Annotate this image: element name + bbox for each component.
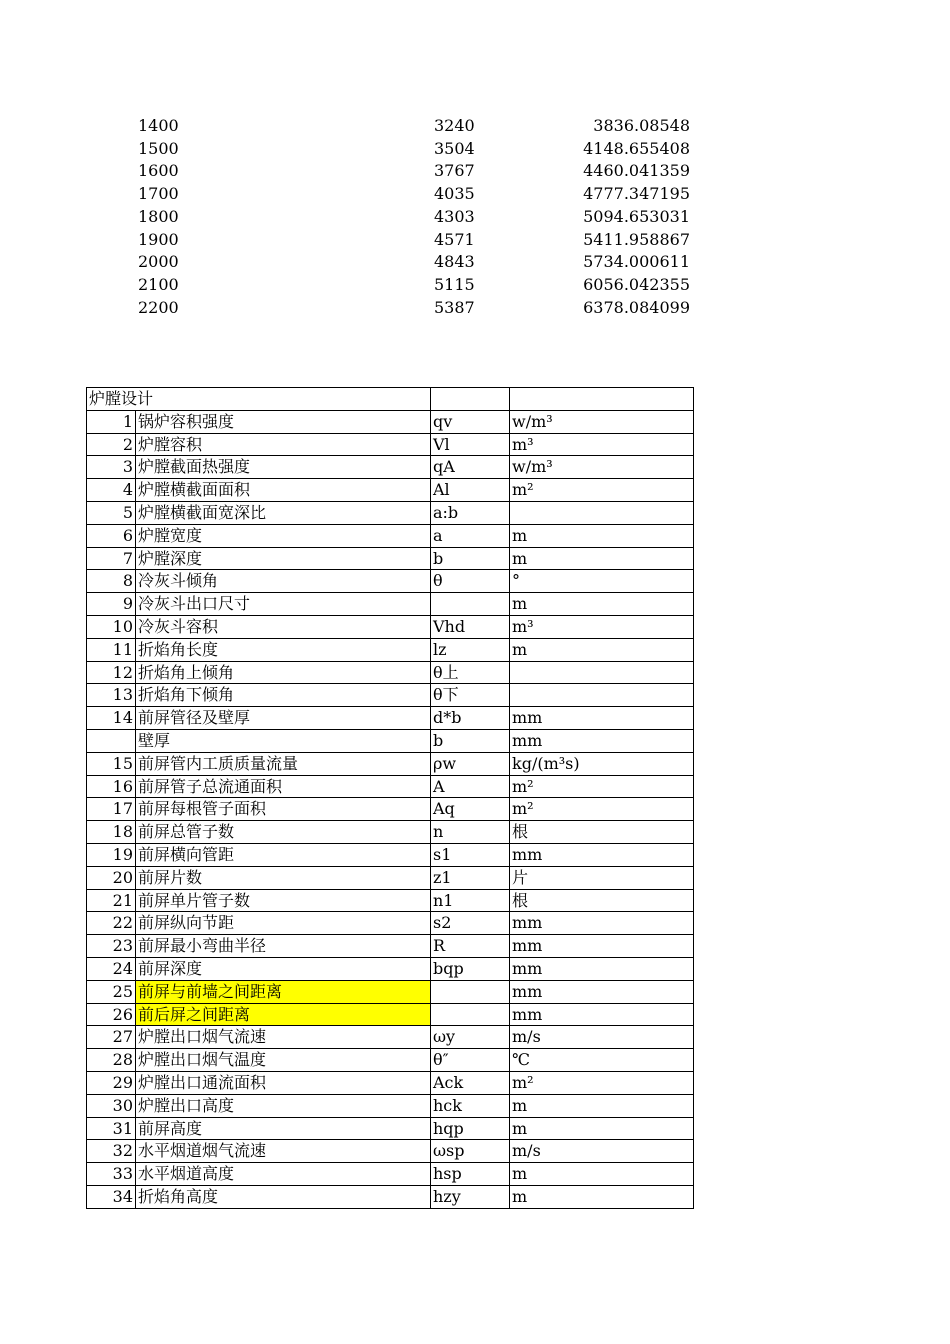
row-number-cell[interactable]: 9 <box>87 593 136 616</box>
parameter-name-cell[interactable]: 炉膛出口烟气温度 <box>136 1049 431 1072</box>
parameter-name-cell[interactable]: 折焰角高度 <box>136 1185 431 1208</box>
row-number-cell[interactable]: 27 <box>87 1026 136 1049</box>
table-title: 炉膛设计 <box>89 389 154 408</box>
symbol-cell[interactable]: θ <box>431 570 510 593</box>
title-symbol-cell[interactable] <box>431 388 510 411</box>
symbol-cell[interactable] <box>431 1003 510 1026</box>
temperature-cell[interactable]: 1400 <box>138 116 179 135</box>
symbol-cell[interactable]: bqp <box>431 957 510 980</box>
symbol-cell[interactable]: θ上 <box>431 661 510 684</box>
parameter-name-cell[interactable]: 前屏横向管距 <box>136 843 431 866</box>
table-row <box>87 843 694 866</box>
row-number-cell[interactable]: 31 <box>87 1117 136 1140</box>
row-number-cell[interactable]: 4 <box>87 479 136 502</box>
table-row <box>87 547 694 570</box>
parameter-name-cell[interactable]: 前屏管子总流通面积 <box>136 775 431 798</box>
unit-cell[interactable]: m <box>510 1094 694 1117</box>
unit-cell[interactable]: 片 <box>510 866 694 889</box>
symbol-cell[interactable]: hqp <box>431 1117 510 1140</box>
temperature-cell[interactable]: 2000 <box>138 252 179 272</box>
unit-cell[interactable]: m³ <box>510 615 694 638</box>
symbol-cell[interactable]: lz <box>431 638 510 661</box>
unit-cell[interactable]: mm <box>510 1003 694 1026</box>
row-number-cell[interactable]: 28 <box>87 1049 136 1072</box>
table-row <box>87 912 694 935</box>
parameter-name-cell[interactable]: 炉膛横截面面积 <box>136 479 431 502</box>
row-number-cell[interactable]: 18 <box>87 821 136 844</box>
table-row <box>87 638 694 661</box>
symbol-cell[interactable]: ωsp <box>431 1140 510 1163</box>
unit-cell[interactable]: mm <box>510 707 694 730</box>
parameter-name-cell[interactable]: 锅炉容积强度 <box>136 410 431 433</box>
unit-cell[interactable]: m² <box>510 479 694 502</box>
parameter-name-cell[interactable]: 炉膛宽度 <box>136 524 431 547</box>
symbol-cell[interactable]: hck <box>431 1094 510 1117</box>
unit-cell[interactable]: m/s <box>510 1140 694 1163</box>
parameter-name-cell[interactable]: 前屏深度 <box>136 957 431 980</box>
table-row <box>136 138 690 161</box>
value-cell[interactable]: 5387 <box>434 297 475 317</box>
table-row <box>87 798 694 821</box>
symbol-cell[interactable]: n <box>431 821 510 844</box>
row-number-cell[interactable]: 29 <box>87 1071 136 1094</box>
table-row <box>87 775 694 798</box>
unit-cell[interactable]: m <box>510 1163 694 1186</box>
temperature-cell[interactable]: 1700 <box>138 184 179 204</box>
row-number-cell[interactable]: 2 <box>87 433 136 456</box>
row-number-cell[interactable]: 22 <box>87 912 136 935</box>
table-row <box>136 115 690 138</box>
enthalpy-cell[interactable]: 4148.655408 <box>583 138 690 158</box>
temperature-enthalpy-body <box>136 115 690 319</box>
parameter-name-cell[interactable]: 前屏每根管子面积 <box>136 798 431 821</box>
row-number-cell[interactable]: 21 <box>87 889 136 912</box>
table-row <box>87 752 694 775</box>
unit-cell[interactable]: mm <box>510 912 694 935</box>
parameter-name-cell[interactable]: 冷灰斗容积 <box>136 615 431 638</box>
table-row <box>87 684 694 707</box>
symbol-cell[interactable]: Ack <box>431 1071 510 1094</box>
value-cell[interactable]: 4035 <box>434 184 475 204</box>
symbol-cell[interactable]: d*b <box>431 707 510 730</box>
symbol-cell[interactable]: R <box>431 935 510 958</box>
table-row <box>87 570 694 593</box>
temperature-cell[interactable]: 1900 <box>138 229 179 249</box>
table-row <box>87 1185 694 1208</box>
symbol-cell[interactable]: ρw <box>431 752 510 775</box>
parameter-name-cell[interactable]: 炉膛容积 <box>136 433 431 456</box>
unit-cell[interactable]: m <box>510 593 694 616</box>
row-number-cell[interactable]: 6 <box>87 524 136 547</box>
unit-cell[interactable]: m² <box>510 798 694 821</box>
symbol-cell[interactable]: A <box>431 775 510 798</box>
parameter-name-cell[interactable]: 前屏单片管子数 <box>136 889 431 912</box>
row-number-cell[interactable]: 3 <box>87 456 136 479</box>
unit-cell[interactable]: m³ <box>510 433 694 456</box>
unit-cell[interactable]: mm <box>510 980 694 1003</box>
unit-cell[interactable]: m <box>510 547 694 570</box>
parameter-name-cell[interactable]: 前屏管内工质质量流量 <box>136 752 431 775</box>
symbol-cell[interactable]: Aq <box>431 798 510 821</box>
table-row <box>87 410 694 433</box>
symbol-cell[interactable]: hsp <box>431 1163 510 1186</box>
row-number-cell[interactable]: 25 <box>87 980 136 1003</box>
parameter-name-cell[interactable]: 炉膛出口通流面积 <box>136 1071 431 1094</box>
table-row <box>136 183 690 206</box>
temperature-cell[interactable]: 1800 <box>138 206 179 226</box>
symbol-cell[interactable]: n1 <box>431 889 510 912</box>
parameter-name-cell[interactable]: 前屏管径及壁厚 <box>136 707 431 730</box>
row-number-cell[interactable]: 26 <box>87 1003 136 1026</box>
unit-cell[interactable]: m <box>510 638 694 661</box>
row-number-cell[interactable]: 16 <box>87 775 136 798</box>
symbol-cell[interactable] <box>431 593 510 616</box>
unit-cell[interactable] <box>510 501 694 524</box>
row-number-cell[interactable]: 7 <box>87 547 136 570</box>
enthalpy-cell[interactable]: 5411.958867 <box>583 229 690 249</box>
symbol-cell[interactable]: hzy <box>431 1185 510 1208</box>
table-row <box>87 524 694 547</box>
unit-cell[interactable]: w/m³ <box>510 456 694 479</box>
value-cell[interactable]: 3504 <box>434 138 475 158</box>
unit-cell[interactable]: ℃ <box>510 1049 694 1072</box>
table-row <box>87 957 694 980</box>
symbol-cell[interactable]: s2 <box>431 912 510 935</box>
unit-cell[interactable]: mm <box>510 957 694 980</box>
parameter-name-cell[interactable]: 前屏总管子数 <box>136 821 431 844</box>
table-row <box>87 707 694 730</box>
parameter-name-cell[interactable]: 炉膛横截面宽深比 <box>136 501 431 524</box>
parameter-name-cell[interactable]: 折焰角下倾角 <box>136 684 431 707</box>
parameter-name-cell[interactable]: 前屏高度 <box>136 1117 431 1140</box>
value-cell[interactable]: 4303 <box>434 206 475 226</box>
parameter-name-cell[interactable]: 前屏最小弯曲半径 <box>136 935 431 958</box>
table-row <box>87 935 694 958</box>
row-number-cell[interactable]: 10 <box>87 615 136 638</box>
furnace-design-table <box>86 387 694 1209</box>
parameter-name-cell[interactable]: 前后屏之间距离 <box>136 1003 431 1026</box>
furnace-design-body <box>87 388 694 1209</box>
table-row <box>87 615 694 638</box>
temperature-enthalpy-table <box>136 115 690 319</box>
table-row <box>87 1071 694 1094</box>
parameter-name-cell[interactable]: 冷灰斗倾角 <box>136 570 431 593</box>
table-row <box>87 1003 694 1026</box>
table-row <box>87 821 694 844</box>
table-row <box>87 1117 694 1140</box>
unit-cell[interactable]: ° <box>510 570 694 593</box>
title-cell[interactable] <box>87 388 154 411</box>
enthalpy-cell[interactable]: 5094.653031 <box>583 206 690 226</box>
parameter-name-cell[interactable]: 炉膛深度 <box>136 547 431 570</box>
table-row <box>87 1140 694 1163</box>
enthalpy-cell[interactable]: 4777.347195 <box>583 184 690 204</box>
table-row <box>87 1163 694 1186</box>
parameter-name-cell[interactable]: 水平烟道高度 <box>136 1163 431 1186</box>
unit-cell[interactable]: w/m³ <box>510 410 694 433</box>
title-cell-blank[interactable] <box>136 388 431 411</box>
table-row <box>87 1094 694 1117</box>
row-number-cell[interactable]: 14 <box>87 707 136 730</box>
unit-cell[interactable]: mm <box>510 729 694 752</box>
table-row <box>87 1049 694 1072</box>
row-number-cell[interactable]: 12 <box>87 661 136 684</box>
value-cell[interactable]: 3767 <box>434 161 475 181</box>
row-number-cell[interactable]: 8 <box>87 570 136 593</box>
table-row <box>87 980 694 1003</box>
symbol-cell[interactable]: b <box>431 729 510 752</box>
row-number-cell[interactable]: 1 <box>87 410 136 433</box>
unit-cell[interactable]: m <box>510 1185 694 1208</box>
parameter-name-cell[interactable]: 炉膛出口烟气流速 <box>136 1026 431 1049</box>
symbol-cell[interactable]: θ″ <box>431 1049 510 1072</box>
parameter-name-cell[interactable]: 折焰角长度 <box>136 638 431 661</box>
table-row <box>136 297 690 320</box>
temperature-cell[interactable]: 1500 <box>138 138 179 158</box>
symbol-cell[interactable]: a <box>431 524 510 547</box>
table-row <box>136 206 690 229</box>
row-number-cell[interactable]: 30 <box>87 1094 136 1117</box>
value-cell[interactable]: 4571 <box>434 229 475 249</box>
table-row <box>87 501 694 524</box>
parameter-name-cell[interactable]: 壁厚 <box>136 729 431 752</box>
parameter-name-cell[interactable]: 前屏与前墙之间距离 <box>136 980 431 1003</box>
parameter-name-cell[interactable]: 前屏纵向节距 <box>136 912 431 935</box>
parameter-name-cell[interactable]: 前屏片数 <box>136 866 431 889</box>
table-row <box>87 866 694 889</box>
table-row <box>87 1026 694 1049</box>
row-number-cell[interactable]: 17 <box>87 798 136 821</box>
symbol-cell[interactable]: θ下 <box>431 684 510 707</box>
unit-cell[interactable]: m² <box>510 1071 694 1094</box>
row-number-cell[interactable]: 15 <box>87 752 136 775</box>
unit-cell[interactable]: kg/(m³s) <box>510 752 694 775</box>
enthalpy-cell[interactable]: 4460.041359 <box>583 161 690 181</box>
row-number-cell[interactable]: 24 <box>87 957 136 980</box>
unit-cell[interactable]: m <box>510 524 694 547</box>
unit-cell[interactable]: 根 <box>510 889 694 912</box>
enthalpy-cell[interactable]: 3836.08548 <box>593 116 690 135</box>
unit-cell[interactable] <box>510 661 694 684</box>
table-row <box>87 661 694 684</box>
symbol-cell[interactable]: Al <box>431 479 510 502</box>
value-cell[interactable]: 5115 <box>434 274 475 294</box>
unit-cell[interactable] <box>510 684 694 707</box>
value-cell[interactable]: 4843 <box>434 252 475 272</box>
symbol-cell[interactable]: ωy <box>431 1026 510 1049</box>
parameter-name-cell[interactable]: 水平烟道烟气流速 <box>136 1140 431 1163</box>
symbol-cell[interactable]: qv <box>431 410 510 433</box>
value-cell[interactable]: 3240 <box>434 116 475 135</box>
unit-cell[interactable]: mm <box>510 843 694 866</box>
row-number-cell[interactable]: 5 <box>87 501 136 524</box>
unit-cell[interactable]: mm <box>510 935 694 958</box>
symbol-cell[interactable]: a:b <box>431 501 510 524</box>
unit-cell[interactable]: m <box>510 1117 694 1140</box>
enthalpy-cell[interactable]: 6056.042355 <box>583 274 690 294</box>
title-unit-cell[interactable] <box>510 388 694 411</box>
row-number-cell[interactable]: 23 <box>87 935 136 958</box>
symbol-cell[interactable]: Vhd <box>431 615 510 638</box>
table-row <box>87 729 694 752</box>
row-number-cell[interactable] <box>87 729 136 752</box>
parameter-name-cell[interactable]: 炉膛出口高度 <box>136 1094 431 1117</box>
symbol-cell[interactable] <box>431 980 510 1003</box>
unit-cell[interactable]: 根 <box>510 821 694 844</box>
unit-cell[interactable]: m/s <box>510 1026 694 1049</box>
parameter-name-cell[interactable]: 折焰角上倾角 <box>136 661 431 684</box>
table-row <box>136 274 690 297</box>
row-number-cell[interactable]: 33 <box>87 1163 136 1186</box>
table-row <box>136 229 690 252</box>
symbol-cell[interactable]: z1 <box>431 866 510 889</box>
table-row <box>87 479 694 502</box>
row-number-cell[interactable]: 13 <box>87 684 136 707</box>
row-number-cell[interactable]: 11 <box>87 638 136 661</box>
enthalpy-cell[interactable]: 5734.000611 <box>583 252 690 272</box>
table-row <box>136 160 690 183</box>
row-number-cell[interactable]: 32 <box>87 1140 136 1163</box>
symbol-cell[interactable]: qA <box>431 456 510 479</box>
unit-cell[interactable]: m² <box>510 775 694 798</box>
enthalpy-cell[interactable]: 6378.084099 <box>583 297 690 317</box>
temperature-cell[interactable]: 1600 <box>138 161 179 181</box>
table-row <box>87 456 694 479</box>
table-title-row <box>87 388 694 411</box>
parameter-name-cell[interactable]: 冷灰斗出口尺寸 <box>136 593 431 616</box>
temperature-cell[interactable]: 2200 <box>138 297 179 317</box>
table-row <box>136 251 690 274</box>
table-row <box>87 889 694 912</box>
symbol-cell[interactable]: s1 <box>431 843 510 866</box>
symbol-cell[interactable]: Vl <box>431 433 510 456</box>
row-number-cell[interactable]: 20 <box>87 866 136 889</box>
symbol-cell[interactable]: b <box>431 547 510 570</box>
row-number-cell[interactable]: 19 <box>87 843 136 866</box>
table-row <box>87 433 694 456</box>
temperature-cell[interactable]: 2100 <box>138 274 179 294</box>
parameter-name-cell[interactable]: 炉膛截面热强度 <box>136 456 431 479</box>
table-row <box>87 593 694 616</box>
row-number-cell[interactable]: 34 <box>87 1185 136 1208</box>
